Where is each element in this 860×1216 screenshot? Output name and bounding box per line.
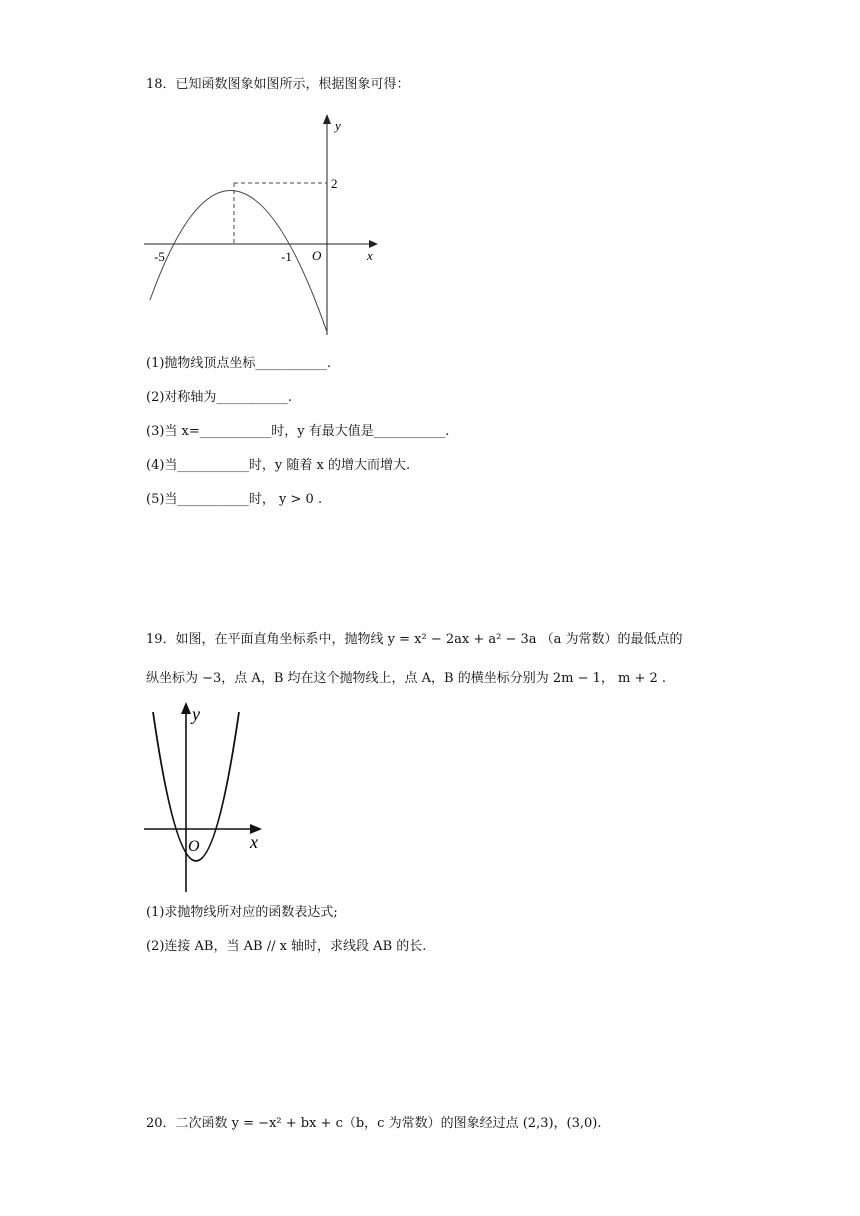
q18-item-5: (5)当___________时， y > 0 . <box>146 492 323 507</box>
label-2: 2 <box>331 176 338 191</box>
q19-item-2: (2)连接 AB，当 AB // x 轴时，求线段 AB 的长. <box>146 939 427 954</box>
q19-graph <box>140 698 270 896</box>
y-axis-label: y <box>192 704 200 724</box>
q20-line-1: 20．二次函数 y = −x² + bx + c（b，c 为常数）的图象经过点 (2,3)，(3,0). <box>146 1116 602 1131</box>
q18-graph <box>140 110 390 345</box>
q19-line-2: 纵坐标为 −3，点 A，B 均在这个抛物线上，点 A，B 的横坐标分别为 2m − 1， m + 2 . <box>146 671 667 686</box>
y-axis-label: y <box>335 118 341 133</box>
q18-item-3: (3)当 x=___________时，y 有最大值是___________. <box>146 424 450 439</box>
x-axis-arrow <box>369 240 378 248</box>
y-axis-arrow <box>181 702 191 714</box>
origin-label: O <box>188 838 200 855</box>
label-neg5: -5 <box>154 249 165 264</box>
x-axis-label: x <box>367 248 373 263</box>
x-axis-label: x <box>250 832 258 852</box>
y-axis-arrow <box>323 114 331 124</box>
origin-label: O <box>312 248 322 263</box>
q18-header: 18．已知函数图象如图所示，根据图象可得： <box>146 77 410 92</box>
q18-item-2: (2)对称轴为___________. <box>146 390 293 405</box>
q19-line-1: 19．如图，在平面直角坐标系中，抛物线 y = x² − 2ax + a² − 3a （a 为常数）的最低点的 <box>146 632 683 647</box>
q19-item-1: (1)求抛物线所对应的函数表达式; <box>146 905 338 920</box>
parabola-curve <box>150 190 327 332</box>
q18-item-4: (4)当___________时，y 随着 x 的增大而增大. <box>146 458 411 473</box>
q18-item-1: (1)抛物线顶点坐标___________. <box>146 356 332 371</box>
label-neg1: -1 <box>281 249 292 264</box>
